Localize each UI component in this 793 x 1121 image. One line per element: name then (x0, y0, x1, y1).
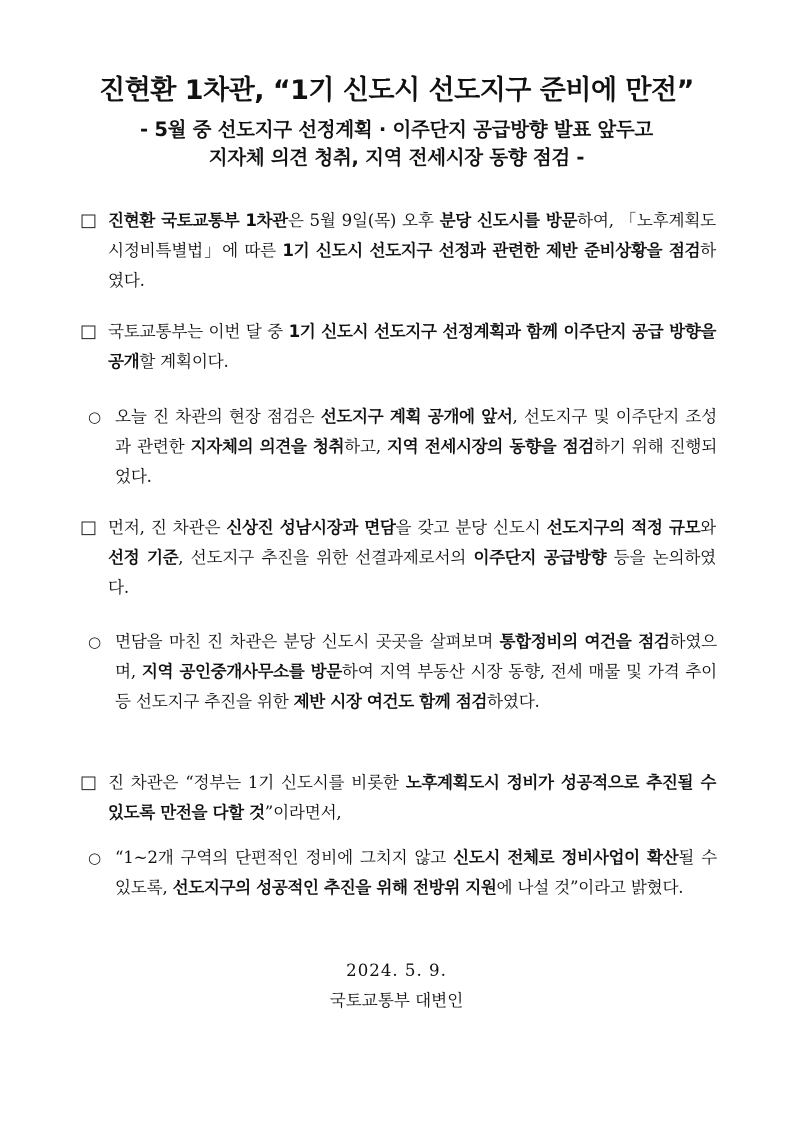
paragraph-site-inspection: 오늘 진 차관의 현장 점검은 선도지구 계획 공개에 앞서, 선도지구 및 이주단지 조성과 관련한 지자체의 의견을 청취하고, 지역 전세시장의 동향을 점검하기 위해 진행되었다. (115, 407, 718, 486)
box-bullet: □ (80, 517, 98, 538)
paragraph-plan-announcement: 국토교통부는 이번 달 중 1기 신도시 선도지구 선정계획과 함께 이주단지 공급 방향을 공개할 계획이다. (108, 322, 716, 371)
paragraph-vice-minister-visit: 진현환 국토교통부 1차관은 5월 9일(목) 오후 분당 신도시를 방문하여, 「노후계획도시정비특별법」에 따른 1기 신도시 선도지구 선정과 관련한 제반 준비상황을 점검하였다. (108, 211, 716, 290)
emphasis: 이주단지 공급방향 (473, 548, 607, 567)
emphasis: 지역 공인중개사무소를 방문 (141, 662, 342, 681)
paragraph-support-quote: “1~2개 구역의 단편적인 정비에 그치지 않고 신도시 전체로 정비사업이 확산될 수 있도록, 선도지구의 성공적인 추진을 위해 전방위 지원에 나설 것”이라고 밝혔다. (115, 848, 717, 897)
box-bullet: □ (80, 772, 98, 793)
emphasis: 신도시 전체로 정비사업이 확산 (453, 848, 679, 867)
emphasis: 지자체의 의견을 청취 (190, 437, 345, 456)
emphasis: 제반 시장 여건도 함께 점검 (293, 692, 488, 711)
emphasis: 통합정비의 여건을 점검 (499, 632, 670, 651)
page-title: 진현환 1차관, “1기 신도시 선도지구 준비에 만전” (99, 75, 694, 106)
paragraph-market-check: 면담을 마친 진 차관은 분당 신도시 곳곳을 살펴보며 통합정비의 여건을 점검하였으며, 지역 공인중개사무소를 방문하여 지역 부동산 시장 동향, 전세 매물 및 가격 추이 등 선도지구 추진을 위한 제반 시장 여건도 함께 점검하였다. (115, 632, 717, 711)
subtitle-line-2: 지자체 의견 청취, 지역 전세시장 동향 점검 - (208, 146, 585, 169)
emphasis: 선정 기준 (108, 548, 179, 567)
emphasis: 분당 신도시를 방문 (439, 211, 578, 230)
emphasis: 노후계획도시 정비가 성공적으로 추진될 수 있도록 만전을 다할 것 (108, 773, 716, 822)
paragraph-mayor-meeting: 먼저, 진 차관은 신상진 성남시장과 면담을 갖고 분당 신도시 선도지구의 적정 규모와 선정 기준, 선도지구 추진을 위한 선결과제로서의 이주단지 공급방향 등을 논의하였다. (108, 518, 717, 597)
issuing-office: 국토교통부 대변인 (329, 991, 464, 1010)
circle-bullet: ○ (88, 408, 102, 426)
subtitle-line-1: - 5월 중 선도지구 선정계획 · 이주단지 공급방향 발표 앞두고 (140, 118, 653, 141)
circle-bullet: ○ (88, 849, 102, 867)
emphasis: 선도지구의 성공적인 추진을 위해 전방위 지원 (172, 878, 497, 897)
box-bullet: □ (80, 321, 98, 342)
emphasis: 신상진 성남시장과 면담 (226, 518, 396, 537)
emphasis: 1기 신도시 선도지구 선정계획과 함께 이주단지 공급 방향을 공개 (108, 322, 716, 371)
emphasis: 1기 신도시 선도지구 선정과 관련한 제반 준비상황을 점검 (282, 241, 701, 260)
release-date: 2024. 5. 9. (346, 961, 447, 980)
emphasis: 선도지구의 적정 규모 (546, 518, 701, 537)
box-bullet: □ (80, 210, 98, 231)
emphasis: 지역 전세시장의 동향을 점검 (387, 437, 594, 456)
paragraph-government-commitment: 진 차관은 “정부는 1기 신도시를 비롯한 노후계획도시 정비가 성공적으로 추진될 수 있도록 만전을 다할 것”이라면서, (108, 773, 716, 822)
emphasis: 선도지구 계획 공개에 앞서 (320, 407, 513, 426)
circle-bullet: ○ (88, 633, 102, 651)
emphasis: 진현환 국토교통부 1차관 (108, 211, 288, 230)
